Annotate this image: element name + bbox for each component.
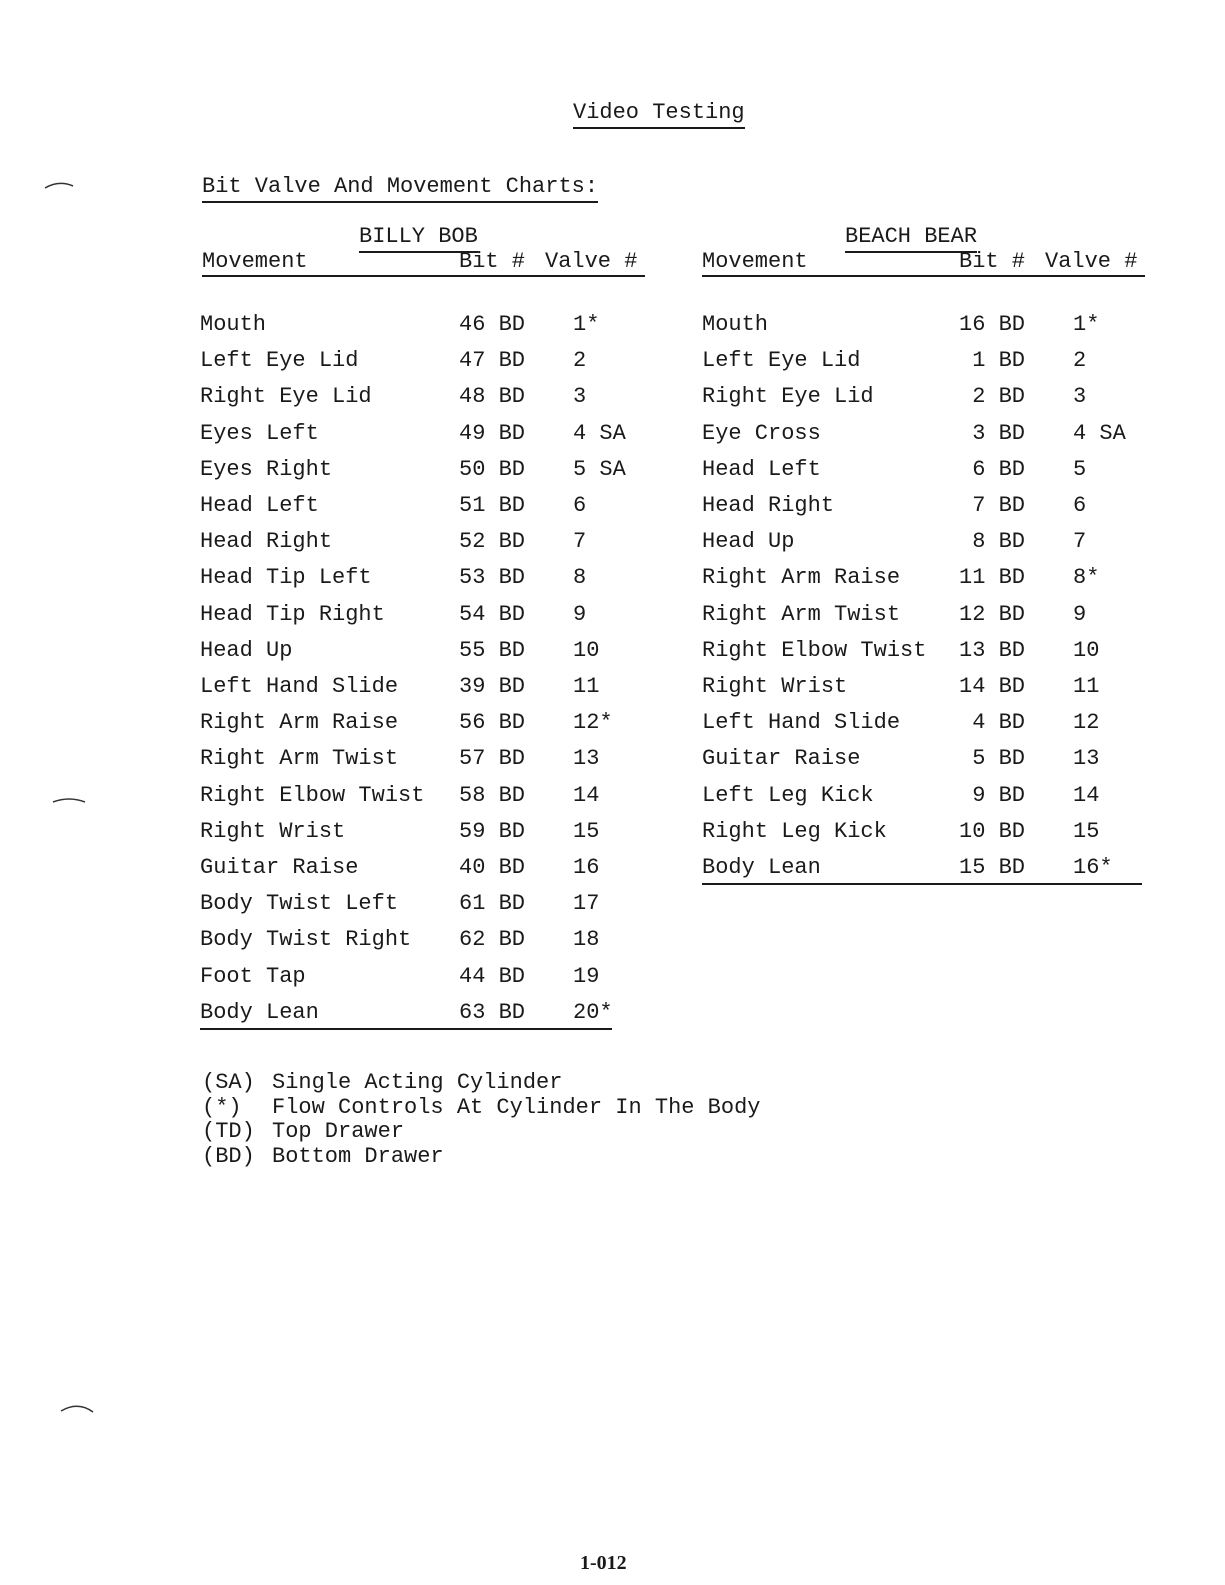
valve-cell: 12* [573,710,613,736]
valve-cell: 1* [1073,312,1100,337]
beach-bear-header-rule [702,275,1145,277]
movement-cell: Mouth [200,312,267,337]
bit-cell: 3 BD [959,420,1026,446]
table-row [702,348,1142,374]
section-heading: Bit Valve And Movement Charts: [202,176,598,203]
movement-cell: Head Up [702,529,795,555]
valve-cell: 8* [1073,565,1100,591]
valve-cell: 5 SA [573,456,626,482]
beach-bear-header-movement: Movement [702,249,808,274]
table-row [200,855,612,881]
table-row [200,384,612,410]
bit-cell: 13 BD [959,637,1026,663]
bit-cell: 44 BD [459,963,526,989]
bit-cell: 51 BD [459,493,526,518]
table-row [200,891,612,917]
movement-cell: Right Eye Lid [200,384,372,410]
movement-cell: Eyes Left [200,420,319,446]
table-row [200,312,612,338]
bit-cell: 52 BD [459,529,526,555]
table-row [702,783,1142,809]
valve-cell: 13 [1073,746,1100,772]
movement-cell: Right Arm Raise [200,710,399,736]
bit-cell: 40 BD [459,855,526,880]
table-row [200,348,612,374]
valve-cell: 11 [1073,674,1100,699]
valve-cell: 4 SA [573,420,626,446]
movement-cell: Left Eye Lid [702,348,861,374]
billy-bob-header-valve: Valve # [545,249,638,274]
legend-code: (SA) [202,1070,255,1095]
bit-cell: 53 BD [459,565,526,591]
movement-cell: Left Eye Lid [200,348,359,374]
bit-cell: 11 BD [959,565,1026,591]
movement-cell: Right Arm Raise [702,565,901,591]
movement-cell: Mouth [702,312,769,337]
bit-cell: 9 BD [959,782,1026,808]
table-bottom-rule [702,883,1142,885]
movement-cell: Left Hand Slide [702,710,901,736]
valve-cell: 9 [1073,601,1087,627]
billy-bob-header-movement: Movement [202,249,308,274]
bit-cell: 12 BD [959,601,1026,627]
valve-cell: 10 [1073,637,1100,663]
table-bottom-rule [200,1028,612,1030]
table-row [200,602,612,628]
bit-cell: 57 BD [459,746,526,772]
legend-item [202,1071,902,1095]
bit-cell: 15 BD [959,855,1026,880]
table-row [702,638,1142,664]
legend [202,1071,902,1171]
billy-bob-title: BILLY BOB [359,226,478,253]
valve-cell: 3 [1073,384,1087,410]
bit-cell: 50 BD [459,456,526,482]
billy-bob-header-bit: Bit # [459,249,526,274]
valve-cell: 16* [1073,855,1113,880]
valve-cell: 4 SA [1073,420,1126,446]
table-row [200,710,612,736]
movement-cell: Foot Tap [200,963,306,989]
valve-cell: 2 [1073,348,1087,374]
valve-cell: 20* [573,999,613,1025]
table-row [702,602,1142,628]
table-row [702,493,1142,519]
table-row [200,638,612,664]
bit-cell: 1 BD [959,348,1026,374]
bit-cell: 2 BD [959,384,1026,410]
valve-cell: 16 [573,855,600,880]
valve-cell: 17 [573,891,600,917]
movement-cell: Body Lean [702,855,821,880]
valve-cell: 13 [573,746,600,772]
movement-cell: Right Arm Twist [200,746,399,772]
valve-cell: 14 [1073,782,1100,808]
bit-cell: 58 BD [459,782,526,808]
valve-cell: 5 [1073,456,1087,482]
bit-cell: 8 BD [959,529,1026,555]
bit-cell: 59 BD [459,818,526,844]
valve-cell: 19 [573,963,600,989]
legend-code: (*) [202,1094,242,1120]
legend-item [202,1120,902,1144]
bit-cell: 48 BD [459,384,526,410]
table-row [702,855,1142,881]
movement-cell: Right Wrist [200,818,346,844]
table-row [200,746,612,772]
movement-cell: Head Right [200,529,333,555]
movement-cell: Eyes Right [200,456,333,482]
movement-cell: Right Elbow Twist [702,637,927,663]
bit-cell: 10 BD [959,818,1026,844]
billy-bob-header-rule [202,275,645,277]
movement-cell: Eye Cross [702,420,821,446]
movement-cell: Head Tip Right [200,601,385,627]
movement-cell: Head Left [200,493,319,518]
bit-cell: 55 BD [459,637,526,663]
movement-cell: Left Leg Kick [702,782,874,808]
valve-cell: 8 [573,565,587,591]
movement-cell: Left Hand Slide [200,674,399,699]
movement-cell: Right Leg Kick [702,818,887,844]
valve-cell: 12 [1073,710,1100,736]
movement-cell: Head Up [200,637,293,663]
movement-cell: Body Lean [200,999,319,1025]
table-row [702,384,1142,410]
valve-cell: 3 [573,384,587,410]
valve-cell: 6 [573,493,587,518]
movement-cell: Body Twist Right [200,927,412,953]
table-row [200,927,612,953]
legend-text: Top Drawer [272,1119,405,1144]
table-row [200,783,612,809]
valve-cell: 18 [573,927,600,953]
valve-cell: 9 [573,601,587,627]
valve-cell: 11 [573,674,600,699]
table-row [702,457,1142,483]
table-row [200,964,612,990]
legend-item [202,1096,902,1120]
table-row [702,746,1142,772]
movement-cell: Guitar Raise [702,746,861,772]
valve-cell: 2 [573,348,587,374]
bit-cell: 5 BD [959,746,1026,772]
valve-cell: 10 [573,637,600,663]
page-title: Video Testing [573,102,745,129]
movement-cell: Right Wrist [702,674,848,699]
bit-cell: 4 BD [959,710,1026,736]
table-row [702,421,1142,447]
movement-cell: Guitar Raise [200,855,359,880]
table-row [200,456,626,483]
movement-cell: Right Elbow Twist [200,782,425,808]
bit-cell: 56 BD [459,710,526,736]
valve-cell: 7 [1073,529,1087,555]
legend-text: Single Acting Cylinder [272,1070,563,1095]
movement-cell: Right Arm Twist [702,601,901,627]
bit-cell: 7 BD [959,493,1026,518]
page-number: 1-012 [580,1552,627,1574]
bit-cell: 16 BD [959,312,1026,337]
table-row [702,565,1142,591]
bit-cell: 63 BD [459,999,526,1025]
table-row [702,529,1142,555]
beach-bear-title: BEACH BEAR [845,226,977,253]
beach-bear-header-bit: Bit # [959,249,1026,274]
table-row [200,493,612,519]
bit-cell: 46 BD [459,312,526,337]
bit-cell: 14 BD [959,674,1026,699]
valve-cell: 15 [1073,818,1100,844]
bit-cell: 54 BD [459,601,526,627]
table-row [702,674,1142,700]
bit-cell: 61 BD [459,891,526,917]
legend-text: Flow Controls At Cylinder In The Body [272,1094,761,1120]
bit-cell: 6 BD [959,456,1026,482]
legend-code: (TD) [202,1119,255,1144]
valve-cell: 7 [573,529,587,555]
movement-cell: Head Tip Left [200,565,372,591]
table-row [200,565,612,591]
valve-cell: 15 [573,818,600,844]
bit-cell: 39 BD [459,674,526,699]
legend-text: Bottom Drawer [272,1143,444,1169]
movement-cell: Right Eye Lid [702,384,874,410]
valve-cell: 6 [1073,493,1087,518]
table-row [200,529,612,555]
table-row [200,1000,612,1026]
valve-cell: 14 [573,782,600,808]
valve-cell: 1* [573,312,600,337]
movement-cell: Head Right [702,493,835,518]
table-row [702,312,1142,338]
table-row [200,420,626,447]
bit-cell: 62 BD [459,927,526,953]
legend-item [202,1145,902,1169]
movement-cell: Head Left [702,456,821,482]
movement-cell: Body Twist Left [200,891,399,917]
table-row [702,710,1142,736]
bit-cell: 49 BD [459,420,526,446]
legend-code: (BD) [202,1143,255,1169]
table-row [702,819,1142,845]
beach-bear-header-valve: Valve # [1045,249,1138,274]
bit-cell: 47 BD [459,348,526,374]
table-row [200,819,612,845]
table-row [200,674,612,700]
